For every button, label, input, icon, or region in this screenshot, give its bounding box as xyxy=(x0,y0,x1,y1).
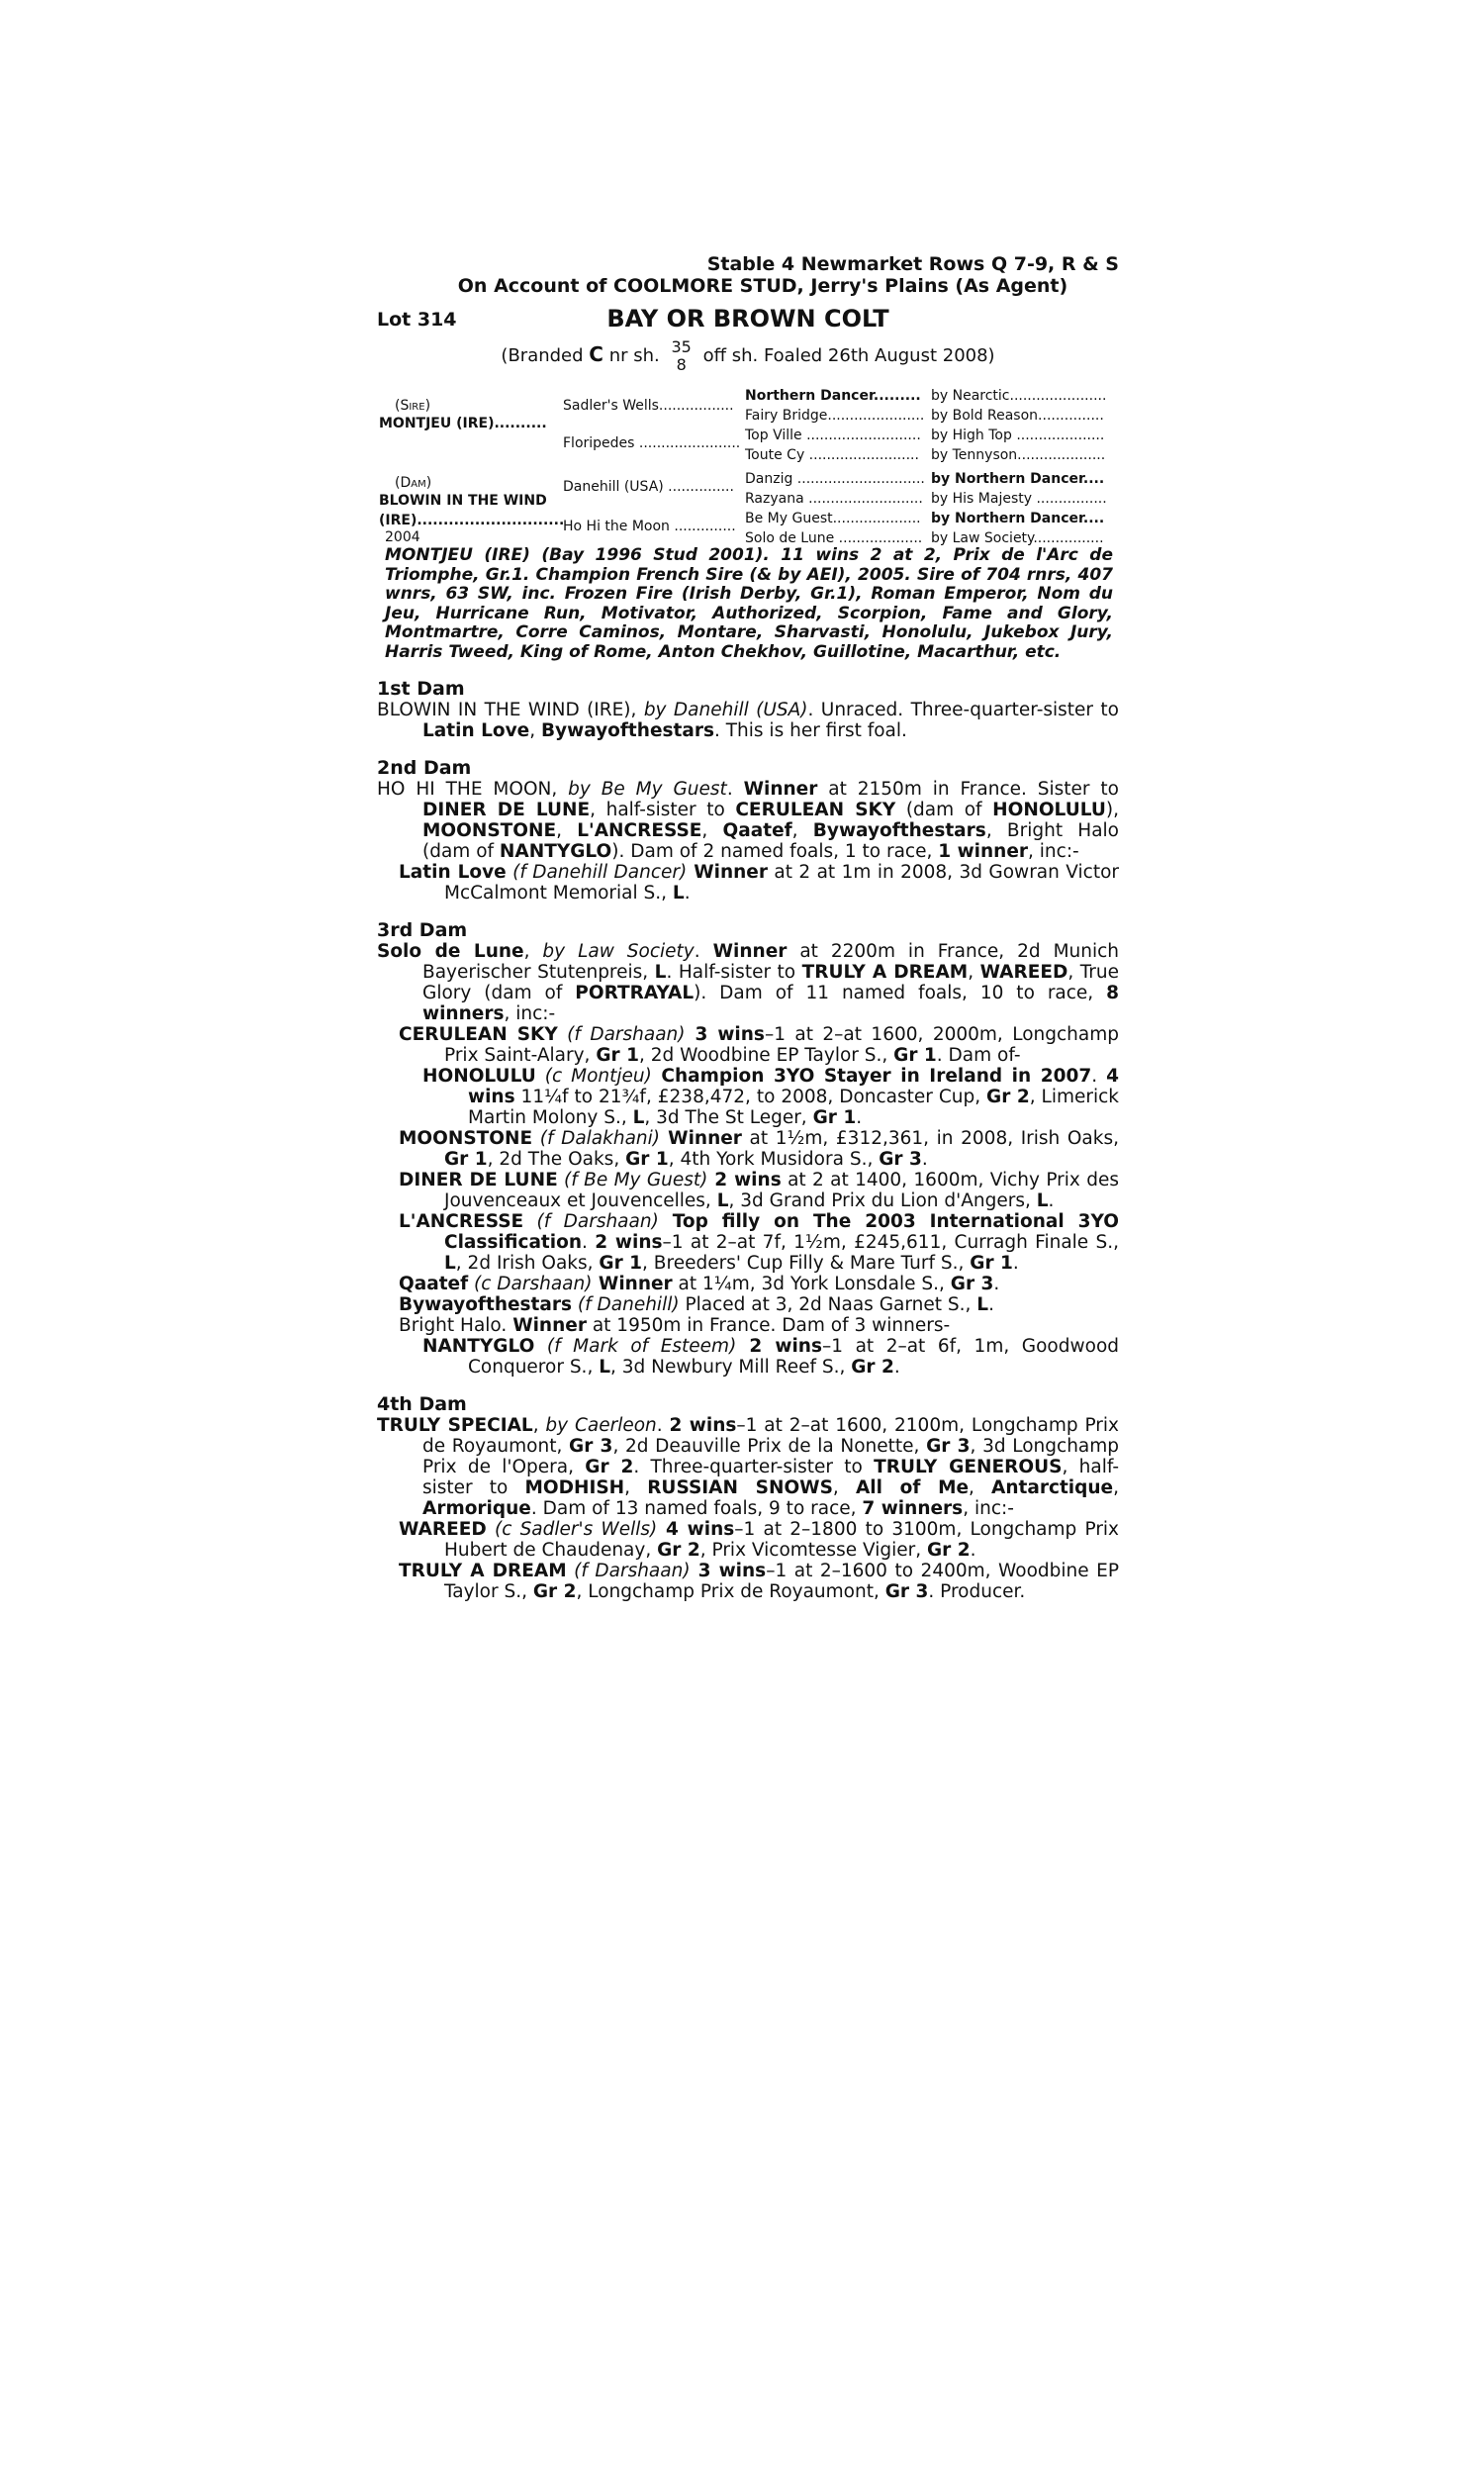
sire-dam: Floripedes ....................... xyxy=(563,435,741,451)
third-dam-heading: 3rd Dam xyxy=(377,919,468,941)
gg-name-8: Solo de Lune ................... xyxy=(745,530,923,546)
progeny-cerulean-sky: CERULEAN SKY (f Darshaan) 3 wins–1 at 2–at 1600, 2000m, Longchamp Prix Saint-Alary, Gr 1, 2d Woodbine EP Taylor S., Gr 1. Dam of- xyxy=(399,1024,1119,1066)
second-dam-section xyxy=(377,757,1119,904)
sire-summary: MONTJEU (IRE) (Bay 1996 Stud 2001). 11 wins 2 at 2, Prix de l'Arc de Triomphe, Gr.1. Champion French Sire (& by AEI), 2005. Sire of 704 rnrs, 407 wnrs, 63 SW, inc. Frozen Fire (Irish Derby, Gr.1), Roman Emperor, Nom du Jeu, Hurricane Run, Motivator, Authorized, Scorpion, Fame and Glory, Montmartre, Corre Caminos, Montare, Sharvasti, Honolulu, Jukebox Jury, Harris Tweed, King of Rome, Anton Chekhov, Guillotine, Macarthur, etc. xyxy=(385,545,1113,662)
pedigree-table xyxy=(377,384,1119,546)
gg-name-6: Razyana .......................... xyxy=(745,491,923,507)
progeny-diner-de-lune: DINER DE LUNE (f Be My Guest) 2 wins at 2 at 1400, 1600m, Vichy Prix des Jouvenceaux et Jouvencelles, L, 3d Grand Prix du Lion d'Angers, L. xyxy=(399,1170,1119,1211)
gg-name-1: Northern Dancer......... xyxy=(745,388,921,404)
second-dam-paragraph: HO HI THE MOON, by Be My Guest. Winner at 2150m in France. Sister to DINER DE LUNE, half-sister to CERULEAN SKY (dam of HONOLULU), MOONSTONE, L'ANCRESSE, Qaatef, Bywayofthestars, Bright Halo (dam of NANTYGLO). Dam of 2 named foals, 1 to race, 1 winner, inc:- xyxy=(377,779,1120,862)
dam-role: (Dam) xyxy=(395,475,432,491)
gg-name-4: Toute Cy ......................... xyxy=(745,447,919,463)
vendor-line: On Account of COOLMORE STUD, Jerry's Plains (As Agent) xyxy=(457,275,1068,297)
progeny-moonstone: MOONSTONE (f Dalakhani) Winner at 1½m, £312,361, in 2008, Irish Oaks, Gr 1, 2d The Oaks, Gr 1, 4th York Musidora S., Gr 3. xyxy=(399,1128,1119,1170)
stable-location: Stable 4 Newmarket Rows Q 7-9, R & S xyxy=(706,253,1119,275)
lot-row xyxy=(377,305,1119,334)
gg-by-7: by Northern Dancer.... xyxy=(931,511,1105,526)
gg-name-2: Fairy Bridge...................... xyxy=(745,408,925,424)
sire-name: MONTJEU (IRE).......... xyxy=(379,416,547,431)
progeny-bywayofthestars: Bywayofthestars (f Danehill) Placed at 3, 2d Naas Garnet S., L. xyxy=(399,1294,994,1315)
gg-name-5: Danzig ............................. xyxy=(745,471,925,487)
gg-by-3: by High Top .................... xyxy=(931,428,1105,443)
gg-by-6: by His Majesty ................ xyxy=(931,491,1107,507)
brand-fraction-denominator: 8 xyxy=(676,355,687,374)
brand-fraction-numerator: 35 xyxy=(671,337,692,356)
gg-name-7: Be My Guest.................... xyxy=(745,511,921,526)
gg-by-4: by Tennyson.................... xyxy=(931,447,1106,463)
fourth-dam-heading: 4th Dam xyxy=(377,1393,467,1415)
progeny-honolulu: HONOLULU (c Montjeu) Champion 3YO Stayer in Ireland in 2007. 4 wins 11¼f to 21¾f, £238,472, to 2008, Doncaster Cup, Gr 2, Limerick Martin Molony S., L, 3d The St Leger, Gr 1. xyxy=(422,1066,1119,1128)
first-dam-paragraph: BLOWIN IN THE WIND (IRE), by Danehill (USA). Unraced. Three-quarter-sister to Latin Love, Bywayofthestars. This is her first foal. xyxy=(377,700,1120,741)
progeny-latin-love: Latin Love (f Danehill Dancer) Winner at 2 at 1m in 2008, 3d Gowran Victor McCalmont Memorial S., L. xyxy=(399,862,1120,904)
gg-by-8: by Law Society................ xyxy=(931,530,1104,546)
progeny-wareed: WAREED (c Sadler's Wells) 4 wins–1 at 2–1800 to 3100m, Longchamp Prix Hubert de Chaudenay, Gr 2, Prix Vicomtesse Vigier, Gr 2. xyxy=(399,1519,1120,1561)
third-dam-paragraph: Solo de Lune, by Law Society. Winner at 2200m in France, 2d Munich Bayerischer Stutenpreis, L. Half-sister to TRULY A DREAM, WAREED, True Glory (dam of PORTRAYAL). Dam of 11 named foals, 10 to race, 8 winners, inc:- xyxy=(377,941,1120,1024)
dam-sire: Danehill (USA) ............... xyxy=(563,479,734,495)
third-dam-section xyxy=(377,919,1119,1378)
fourth-dam-section xyxy=(377,1393,1119,1602)
brand-mid: nr sh. xyxy=(608,345,660,366)
gg-by-1: by Nearctic...................... xyxy=(931,388,1107,404)
sire-role: (Sire) xyxy=(395,398,431,414)
second-dam-heading: 2nd Dam xyxy=(377,757,472,779)
brand-line xyxy=(377,334,1119,378)
progeny-qaatef: Qaatef (c Darshaan) Winner at 1¼m, 3d York Lonsdale S., Gr 3. xyxy=(399,1274,1000,1294)
dam-name-1: BLOWIN IN THE WIND xyxy=(379,493,547,509)
first-dam-section xyxy=(377,678,1119,741)
lot-number: Lot 314 xyxy=(377,309,457,331)
catalogue-page xyxy=(377,253,1119,1602)
dam-name-2: (IRE)............................ xyxy=(379,513,565,528)
first-dam-heading: 1st Dam xyxy=(377,678,465,700)
progeny-truly-a-dream: TRULY A DREAM (f Darshaan) 3 wins–1 at 2–1600 to 2400m, Woodbine EP Taylor S., Gr 2, Longchamp Prix de Royaumont, Gr 3. Producer. xyxy=(399,1561,1119,1602)
dam-year: 2004 xyxy=(385,529,420,545)
brand-mark: C xyxy=(589,342,603,366)
gg-name-3: Top Ville .......................... xyxy=(745,428,921,443)
gg-by-2: by Bold Reason............... xyxy=(931,408,1104,424)
gg-by-5: by Northern Dancer.... xyxy=(931,471,1105,487)
brand-prefix: (Branded xyxy=(501,345,584,366)
brand-fraction xyxy=(672,338,692,374)
progeny-bright-halo: Bright Halo. Winner at 1950m in France. Dam of 3 winners- xyxy=(399,1315,951,1336)
brand-suffix: off sh. Foaled 26th August 2008) xyxy=(702,345,995,366)
sire-sire: Sadler's Wells................. xyxy=(563,398,734,414)
fourth-dam-paragraph: TRULY SPECIAL, by Caerleon. 2 wins–1 at 2–at 1600, 2100m, Longchamp Prix de Royaumont, Gr 3, 2d Deauville Prix de la Nonette, Gr 3, 3d Longchamp Prix de l'Opera, Gr 2. Three-quarter-sister to TRULY GENEROUS, half-sister to MODHISH, RUSSIAN SNOWS, All of Me, Antarctique, Armorique. Dam of 13 named foals, 9 to race, 7 winners, inc:- xyxy=(377,1415,1120,1519)
horse-description: BAY OR BROWN COLT xyxy=(606,305,889,333)
dam-dam: Ho Hi the Moon .............. xyxy=(563,519,736,534)
progeny-nantyglo: NANTYGLO (f Mark of Esteem) 2 wins–1 at 2–at 6f, 1m, Goodwood Conqueror S., L, 3d Newbury Mill Reef S., Gr 2. xyxy=(422,1336,1120,1378)
progeny-lancresse: L'ANCRESSE (f Darshaan) Top filly on The 2003 International 3YO Classification. 2 wins–1 at 2–at 7f, 1½m, £245,611, Curragh Finale S., L, 2d Irish Oaks, Gr 1, Breeders' Cup Filly & Mare Turf S., Gr 1. xyxy=(399,1211,1119,1274)
